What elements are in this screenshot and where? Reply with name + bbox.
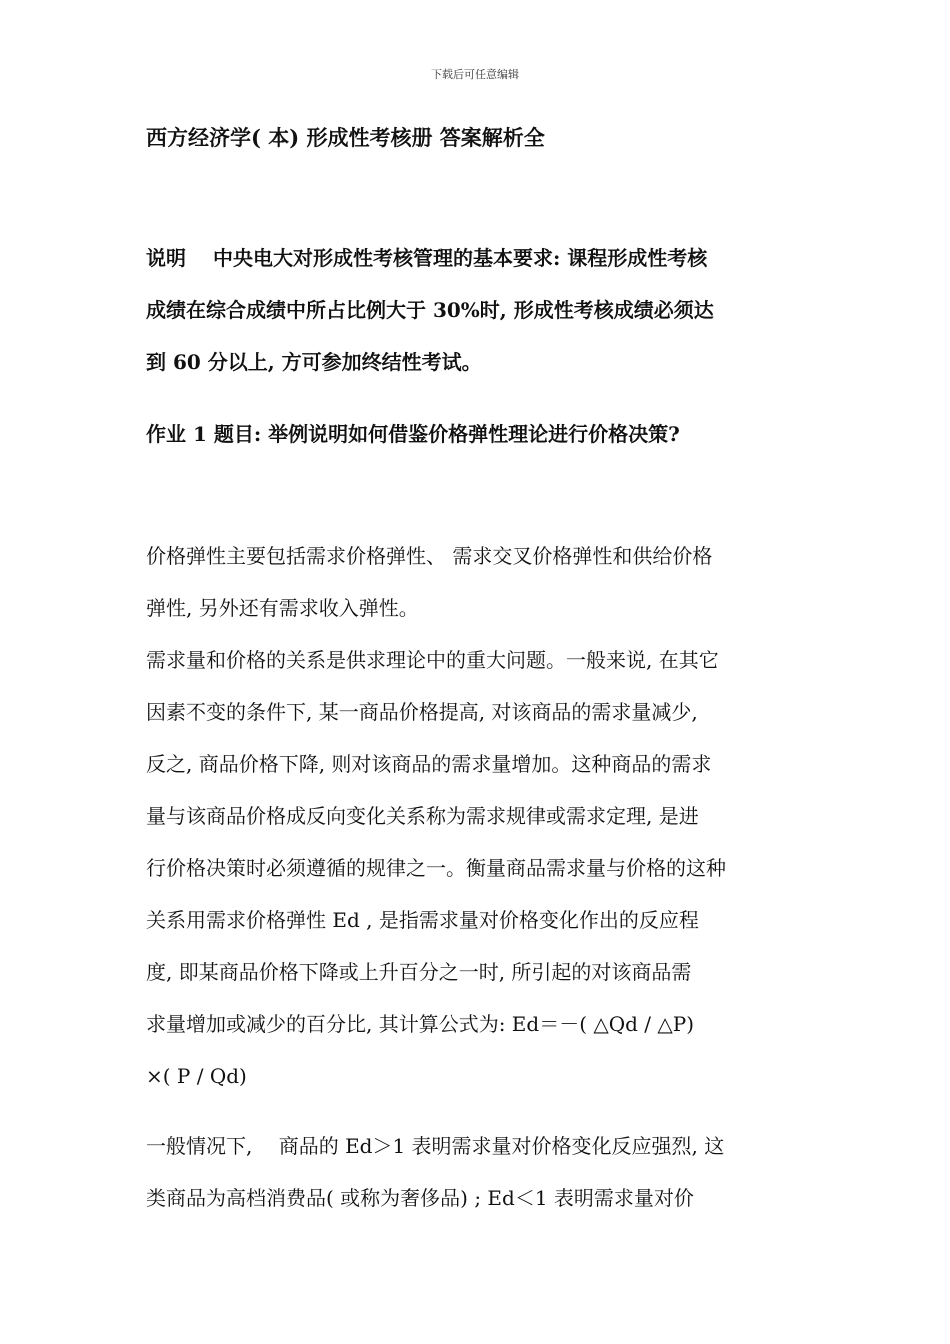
note-paragraph: [146, 232, 811, 388]
para1-line: 价格弹性主要包括需求价格弹性、 需求交叉价格弹性和供给价格: [146, 544, 713, 568]
para2-line: 度, 即某商品价格下降或上升百分之一时, 所引起的对该商品需: [146, 960, 692, 984]
paragraph-1: [146, 530, 811, 634]
para3-line: 类商品为高档消费品( 或称为奢侈品) ; Ed＜1 表明需求量对价: [146, 1186, 694, 1210]
paragraph-3: [146, 1120, 811, 1224]
para2-line: ×( P / Qd): [146, 1064, 247, 1088]
note-line: 成绩在综合成绩中所占比例大于 30%时, 形成性考核成绩必须达: [146, 298, 714, 322]
para3-line: 一般情况下, 商品的 Ed＞1 表明需求量对价格变化反应强烈, 这: [146, 1134, 725, 1158]
para2-line: 求量增加或减少的百分比, 其计算公式为: Ed＝－( △Qd / △P): [146, 1012, 695, 1036]
para2-line: 需求量和价格的关系是供求理论中的重大问题。一般来说, 在其它: [146, 648, 719, 672]
para2-line: 反之, 商品价格下降, 则对该商品的需求量增加。这种商品的需求: [146, 752, 712, 776]
para1-line: 弹性, 另外还有需求收入弹性。: [146, 596, 419, 620]
header-note: 下载后可任意编辑: [431, 68, 519, 81]
note-line: 到 60 分以上, 方可参加终结性考试。: [146, 350, 482, 374]
paragraph-2: [146, 634, 811, 1102]
para2-line: 因素不变的条件下, 某一商品价格提高, 对该商品的需求量减少,: [146, 700, 698, 724]
assignment-line: 作业 1 题目: 举例说明如何借鉴价格弹性理论进行价格决策?: [146, 422, 680, 446]
assignment-heading: [146, 408, 811, 460]
note-line: 说明 中央电大对形成性考核管理的基本要求: 课程形成性考核: [146, 246, 708, 270]
para2-line: 行价格决策时必须遵循的规律之一。衡量商品需求量与价格的这种: [146, 856, 726, 880]
document-title: 西方经济学( 本) 形成性考核册 答案解析全: [146, 125, 545, 150]
para2-line: 量与该商品价格成反向变化关系称为需求规律或需求定理, 是进: [146, 804, 699, 828]
para2-line: 关系用需求价格弹性 Ed , 是指需求量对价格变化作出的反应程: [146, 908, 699, 932]
